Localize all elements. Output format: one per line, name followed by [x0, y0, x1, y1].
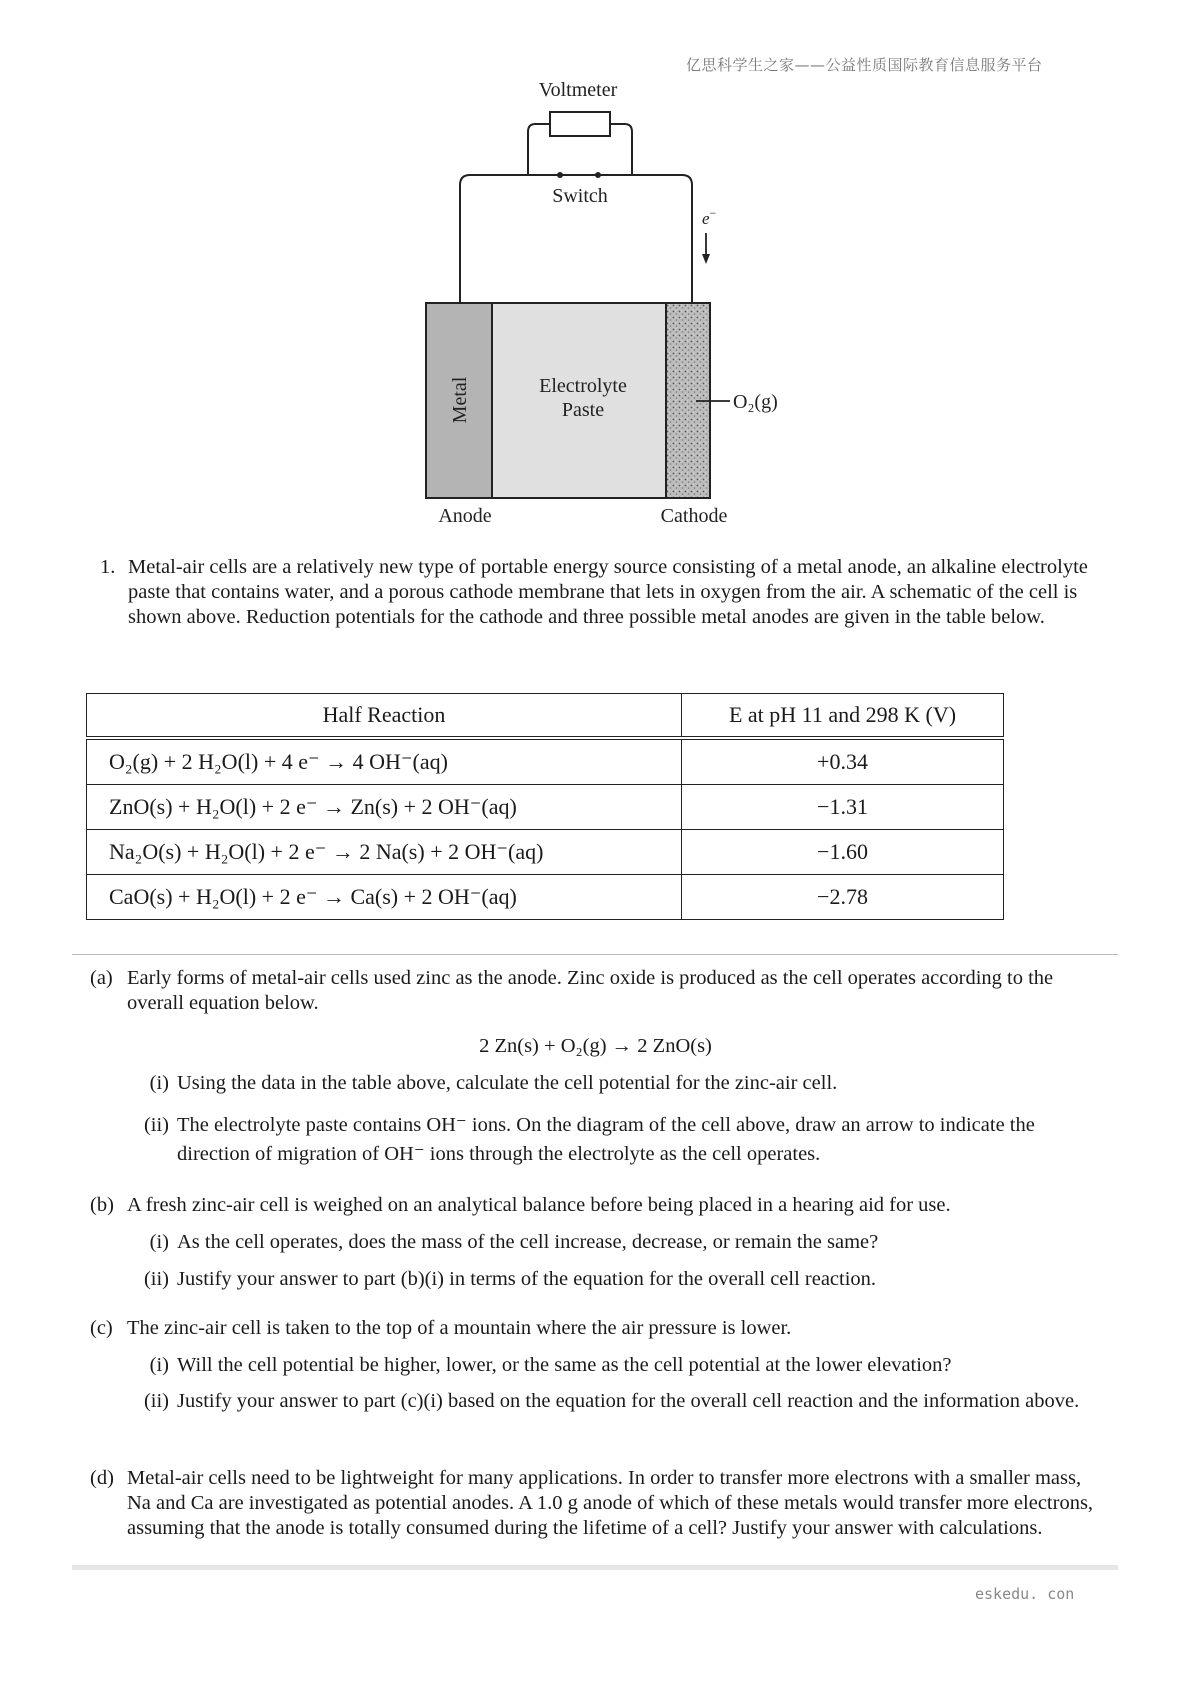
part-a-ii: [135, 1111, 1100, 1169]
part-a-ii-text: The electrolyte paste contains OH⁻ ions. On the diagram of the cell above, draw an arrow to indicate the direction of migration of OH⁻ ions through the electrolyte as the cell operates.: [177, 1114, 1035, 1165]
part-b-i-label: (i): [149, 1231, 169, 1253]
half-reaction-cell: O₂(g) + 2 H₂O(l) + 4 e⁻ → 4 OH⁻(aq): [87, 738, 682, 785]
part-d: [90, 1466, 1110, 1541]
part-c-text: The zinc-air cell is taken to the top of a mountain where the air pressure is lower.: [127, 1317, 792, 1339]
part-a-label: (a): [90, 967, 113, 989]
metal-label: Metal: [449, 376, 471, 424]
part-c-ii: [135, 1388, 1100, 1414]
part-a-i-text: Using the data in the table above, calculate the cell potential for the zinc-air cell.: [177, 1072, 838, 1094]
footer-watermark: eskedu. con: [975, 1585, 1075, 1603]
part-b-ii-text: Justify your answer to part (b)(i) in terms of the equation for the overall cell reaction.: [177, 1268, 877, 1290]
cathode-label: Cathode: [660, 505, 728, 527]
part-a-i-label: (i): [149, 1072, 169, 1094]
part-c-ii-text: Justify your answer to part (c)(i) based on the equation for the overall cell reaction and the information above.: [177, 1390, 1080, 1412]
overall-equation: 2 Zn(s) + O₂(g) → 2 ZnO(s): [479, 1035, 712, 1057]
part-d-label: (d): [90, 1467, 114, 1489]
question-intro: [100, 555, 1100, 630]
header-watermark: 亿思科学生之家——公益性质国际教育信息服务平台: [686, 56, 1043, 74]
metal-air-cell-diagram: [420, 70, 778, 530]
part-c: [90, 1316, 1110, 1341]
question-number: 1.: [100, 556, 116, 578]
part-c-i: [135, 1351, 1100, 1380]
voltmeter-box: [550, 112, 610, 136]
potential-cell: −2.78: [682, 875, 1004, 920]
part-b-i-text: As the cell operates, does the mass of the cell increase, decrease, or remain the same?: [177, 1231, 879, 1253]
anode-label: Anode: [438, 505, 492, 527]
electron-arrow-head: [702, 254, 710, 264]
part-c-ii-label: (ii): [143, 1390, 169, 1412]
part-b-label: (b): [90, 1194, 114, 1216]
half-reaction-cell: CaO(s) + H₂O(l) + 2 e⁻ → Ca(s) + 2 OH⁻(aq): [87, 875, 682, 920]
voltmeter-lead-left: [528, 124, 550, 175]
potential-cell: +0.34: [682, 738, 1004, 785]
part-c-i-label: (i): [149, 1354, 169, 1376]
question-intro-text: Metal-air cells are a relatively new type of portable energy source consisting of a metal anode, an alkaline electrolyte paste that contains water, and a porous cathode membrane that lets in oxygen from the air. A schematic of the cell is shown above. Reduction potentials for the cathode and three possible metal anodes are given in the table below.: [128, 556, 1088, 628]
part-b-i: [135, 1228, 1100, 1257]
switch-contact-left: [557, 172, 563, 178]
table-row: [87, 830, 1004, 875]
electrolyte-label-line1: Electrolyte: [539, 375, 627, 397]
header-potential: E at pH 11 and 298 K (V): [682, 694, 1004, 739]
part-c-label: (c): [90, 1317, 113, 1339]
part-b-ii-label: (ii): [143, 1268, 169, 1290]
potential-cell: −1.31: [682, 785, 1004, 830]
table-header-row: [87, 694, 1004, 739]
part-b: [90, 1193, 1110, 1218]
voltmeter-lead-right: [610, 124, 632, 175]
oxygen-label: O₂(g): [733, 391, 778, 413]
part-b-text: A fresh zinc-air cell is weighed on an analytical balance before being placed in a hearing aid for use.: [127, 1194, 951, 1216]
part-a-text: Early forms of metal-air cells used zinc as the anode. Zinc oxide is produced as the cell operates according to the overall equation below.: [127, 967, 1054, 1014]
switch-label: Switch: [552, 185, 608, 207]
part-a: [90, 966, 1110, 1016]
part-a-i: [135, 1069, 1100, 1098]
half-reaction-cell: Na₂O(s) + H₂O(l) + 2 e⁻ → 2 Na(s) + 2 OH⁻(aq): [87, 830, 682, 875]
table-row: [87, 785, 1004, 830]
part-b-ii: [135, 1265, 1100, 1294]
electron-label: e−: [702, 206, 717, 228]
section-divider: [72, 954, 1118, 955]
header-half-reaction: Half Reaction: [87, 694, 682, 739]
bottom-divider: [72, 1565, 1118, 1570]
electrolyte-label-line2: Paste: [561, 399, 605, 421]
voltmeter-label: Voltmeter: [538, 79, 618, 101]
reduction-potential-table: [86, 693, 1004, 920]
table-row: [87, 875, 1004, 920]
potential-cell: −1.60: [682, 830, 1004, 875]
part-c-i-text: Will the cell potential be higher, lower, or the same as the cell potential at the lower elevation?: [177, 1354, 952, 1376]
half-reaction-cell: ZnO(s) + H₂O(l) + 2 e⁻ → Zn(s) + 2 OH⁻(aq): [87, 785, 682, 830]
part-a-ii-label: (ii): [143, 1114, 169, 1136]
switch-contact-right: [595, 172, 601, 178]
table-row: [87, 738, 1004, 785]
part-d-text: Metal-air cells need to be lightweight for many applications. In order to transfer more electrons with a smaller mass, Na and Ca are investigated as potential anodes. A 1.0 g anode of which of these metals would transfer more electrons, assuming that the anode is totally consumed during the lifetime of a cell? Justify your answer with calculations.: [127, 1467, 1094, 1539]
